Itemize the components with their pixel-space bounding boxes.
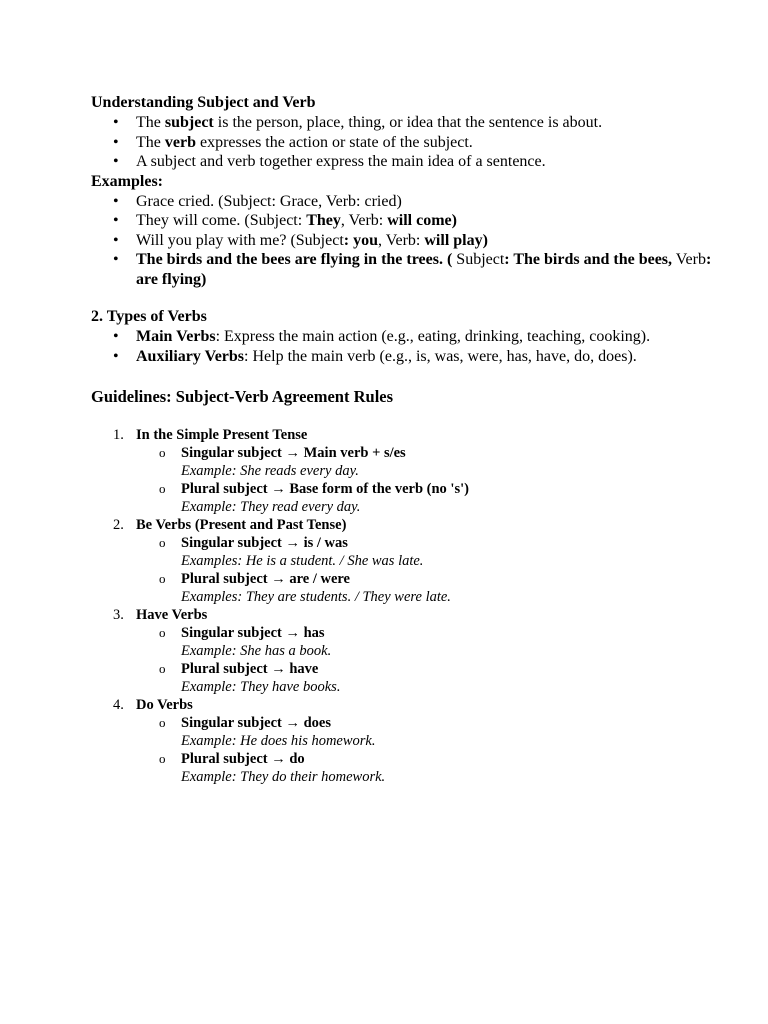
- circle-bullet-icon: o: [159, 571, 166, 586]
- spacer: [91, 366, 731, 386]
- list-item: • The subject is the person, place, thing, or idea that the sentence is about.: [113, 114, 603, 131]
- sub-list: [136, 534, 731, 606]
- subject-verb-list: [91, 113, 731, 172]
- rules-list: [91, 426, 731, 786]
- list-item: • They will come. (Subject: They, Verb: will come): [113, 212, 457, 229]
- circle-bullet-icon: o: [159, 715, 166, 730]
- circle-bullet-icon: o: [159, 535, 166, 550]
- sub-list: [136, 444, 731, 516]
- verb-types-list: [91, 327, 731, 366]
- rule-item: 1. In the Simple Present Tense o Singular subject → Main verb + s/es Example: She reads every day. o Plural subject → Base form of the verb (no 's') Example: They read every day.: [91, 426, 731, 516]
- sub-item: o Plural subject → have Example: They have books.: [159, 661, 341, 695]
- circle-bullet-icon: o: [159, 625, 166, 640]
- examples-list: [91, 192, 731, 290]
- circle-bullet-icon: o: [159, 481, 166, 496]
- rule-item: 2. Be Verbs (Present and Past Tense) o Singular subject → is / was Examples: He is a student. / She was late. o Plural subject → are / were Examples: They are students. / They were late.: [91, 516, 731, 606]
- bullet-icon: •: [113, 114, 119, 131]
- bullet-icon: •: [113, 251, 119, 268]
- sub-item: o Plural subject → Base form of the verb (no 's') Example: They read every day.: [159, 481, 469, 515]
- bullet-icon: •: [113, 212, 119, 229]
- bullet-icon: •: [113, 192, 119, 210]
- bullet-icon: •: [113, 347, 119, 365]
- list-item: • The birds and the bees are flying in the trees. ( Subject: The birds and the bees, Verb: are flying): [113, 251, 712, 288]
- sub-item: o Singular subject → Main verb + s/es Example: She reads every day.: [159, 445, 406, 479]
- sub-item: o Plural subject → are / were Examples: They are students. / They were late.: [159, 571, 451, 605]
- sub-item: o Singular subject → has Example: She has a book.: [159, 625, 332, 659]
- bullet-icon: •: [113, 133, 119, 151]
- list-item: • Main Verbs: Express the main action (e.g., eating, drinking, teaching, cooking).: [113, 328, 651, 345]
- rule-item: 3. Have Verbs o Singular subject → has Example: She has a book. o Plural subject → have Example: They have books.: [91, 606, 731, 696]
- list-item: • Will you play with me? (Subject: you, Verb: will play): [113, 231, 488, 249]
- section-title-guidelines: Guidelines: Subject-Verb Agreement Rules: [91, 387, 394, 406]
- list-item: • The verb expresses the action or state of the subject.: [113, 133, 473, 151]
- circle-bullet-icon: o: [159, 751, 166, 766]
- bullet-icon: •: [113, 231, 119, 249]
- rule-item: 4. Do Verbs o Singular subject → does Example: He does his homework. o Plural subject → do Example: They do their homework.: [91, 696, 731, 786]
- list-item: • Auxiliary Verbs: Help the main verb (e.g., is, was, were, has, have, do, does).: [113, 347, 637, 365]
- section-title-types-of-verbs: 2. Types of Verbs: [91, 308, 207, 325]
- sub-list: [136, 624, 731, 696]
- list-item: • A subject and verb together express the main idea of a sentence.: [113, 153, 546, 170]
- sub-list: [136, 714, 731, 786]
- sub-item: o Singular subject → does Example: He does his homework.: [159, 715, 376, 749]
- circle-bullet-icon: o: [159, 661, 166, 676]
- bullet-icon: •: [113, 153, 119, 170]
- circle-bullet-icon: o: [159, 445, 166, 460]
- sub-item: o Singular subject → is / was Examples: He is a student. / She was late.: [159, 535, 424, 569]
- examples-title: Examples:: [91, 172, 163, 190]
- spacer: [91, 289, 731, 307]
- list-item: • Grace cried. (Subject: Grace, Verb: cried): [113, 192, 402, 210]
- document-body: [91, 93, 731, 786]
- spacer: [91, 407, 731, 426]
- section-title-understanding: Understanding Subject and Verb: [91, 94, 316, 111]
- bullet-icon: •: [113, 328, 119, 345]
- sub-item: o Plural subject → do Example: They do their homework.: [159, 751, 386, 785]
